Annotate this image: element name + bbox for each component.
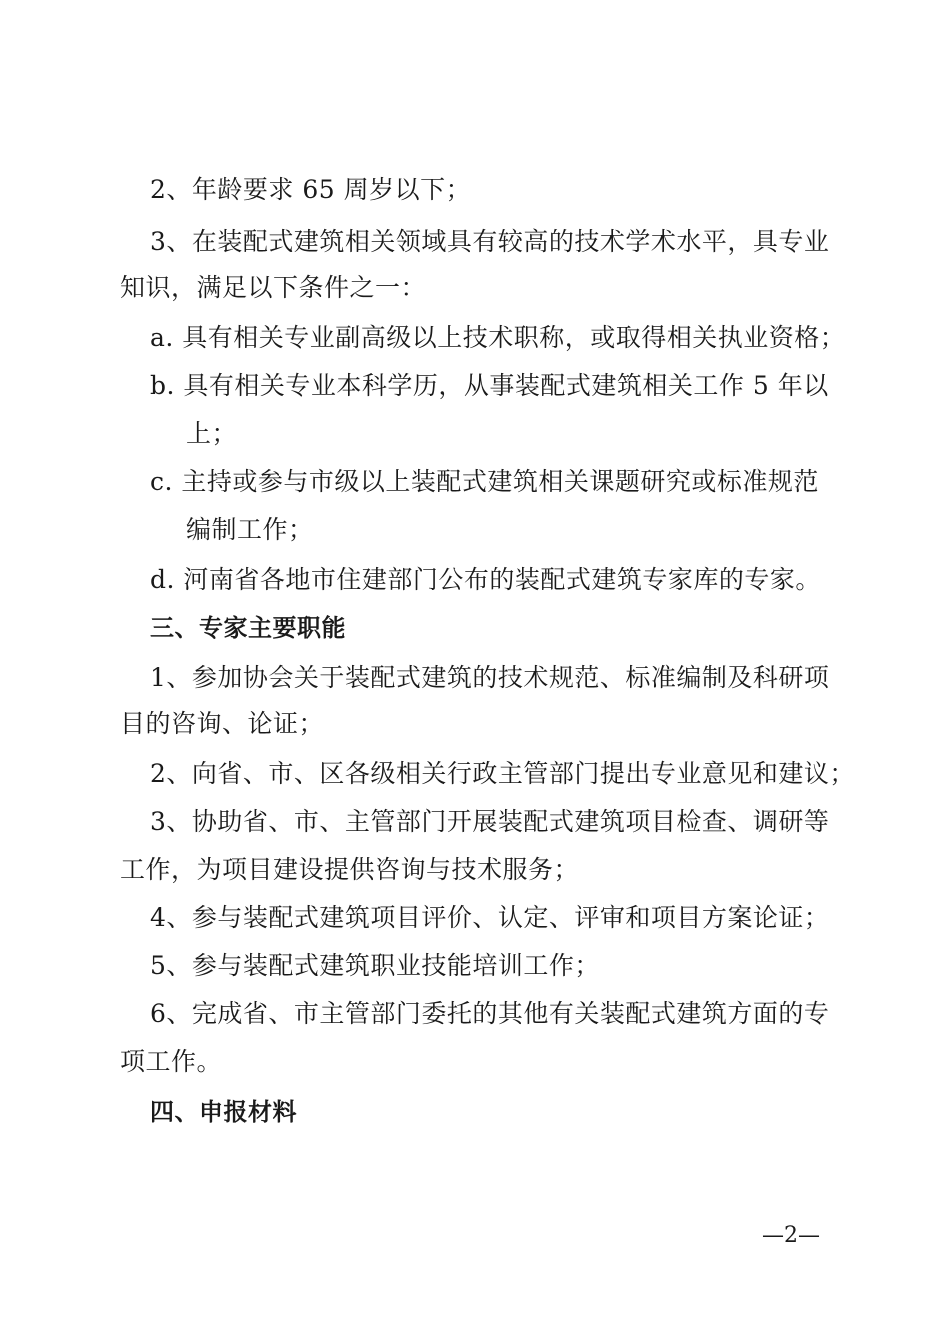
condition-d: d. 河南省各地市住建部门公布的装配式建筑专家库的专家。: [150, 565, 821, 594]
duty-3-cont: 工作，为项目建设提供咨询与技术服务；: [120, 855, 580, 884]
requirement-expertise-cont: 知识，满足以下条件之一：: [120, 273, 427, 302]
duty-4: 4、参与装配式建筑项目评价、认定、评审和项目方案论证；: [150, 903, 830, 932]
condition-c-cont: 编制工作；: [186, 515, 314, 544]
section-heading-duties: 三、专家主要职能: [150, 614, 346, 642]
section-heading-materials: 四、申报材料: [150, 1098, 297, 1126]
duty-6: 6、完成省、市主管部门委托的其他有关装配式建筑方面的专: [150, 999, 830, 1028]
duty-1-cont: 目的咨询、论证；: [120, 709, 325, 738]
requirement-age: 2、年龄要求 65 周岁以下；: [150, 175, 472, 204]
condition-b-cont: 上；: [186, 419, 238, 448]
duty-6-cont: 项工作。: [120, 1047, 223, 1076]
requirement-expertise: 3、在装配式建筑相关领域具有较高的技术学术水平，具专业: [150, 227, 830, 256]
page-number: —2—: [762, 1223, 820, 1248]
duty-3: 3、协助省、市、主管部门开展装配式建筑项目检查、调研等: [150, 807, 830, 836]
duty-2: 2、向省、市、区各级相关行政主管部门提出专业意见和建议；: [150, 759, 855, 788]
condition-a: a. 具有相关专业副高级以上技术职称，或取得相关执业资格；: [150, 323, 846, 352]
condition-c: c. 主持或参与市级以上装配式建筑相关课题研究或标准规范: [150, 467, 819, 496]
condition-b: b. 具有相关专业本科学历，从事装配式建筑相关工作 5 年以: [150, 371, 829, 400]
duty-5: 5、参与装配式建筑职业技能培训工作；: [150, 951, 600, 980]
duty-1: 1、参加协会关于装配式建筑的技术规范、标准编制及科研项: [150, 663, 830, 692]
